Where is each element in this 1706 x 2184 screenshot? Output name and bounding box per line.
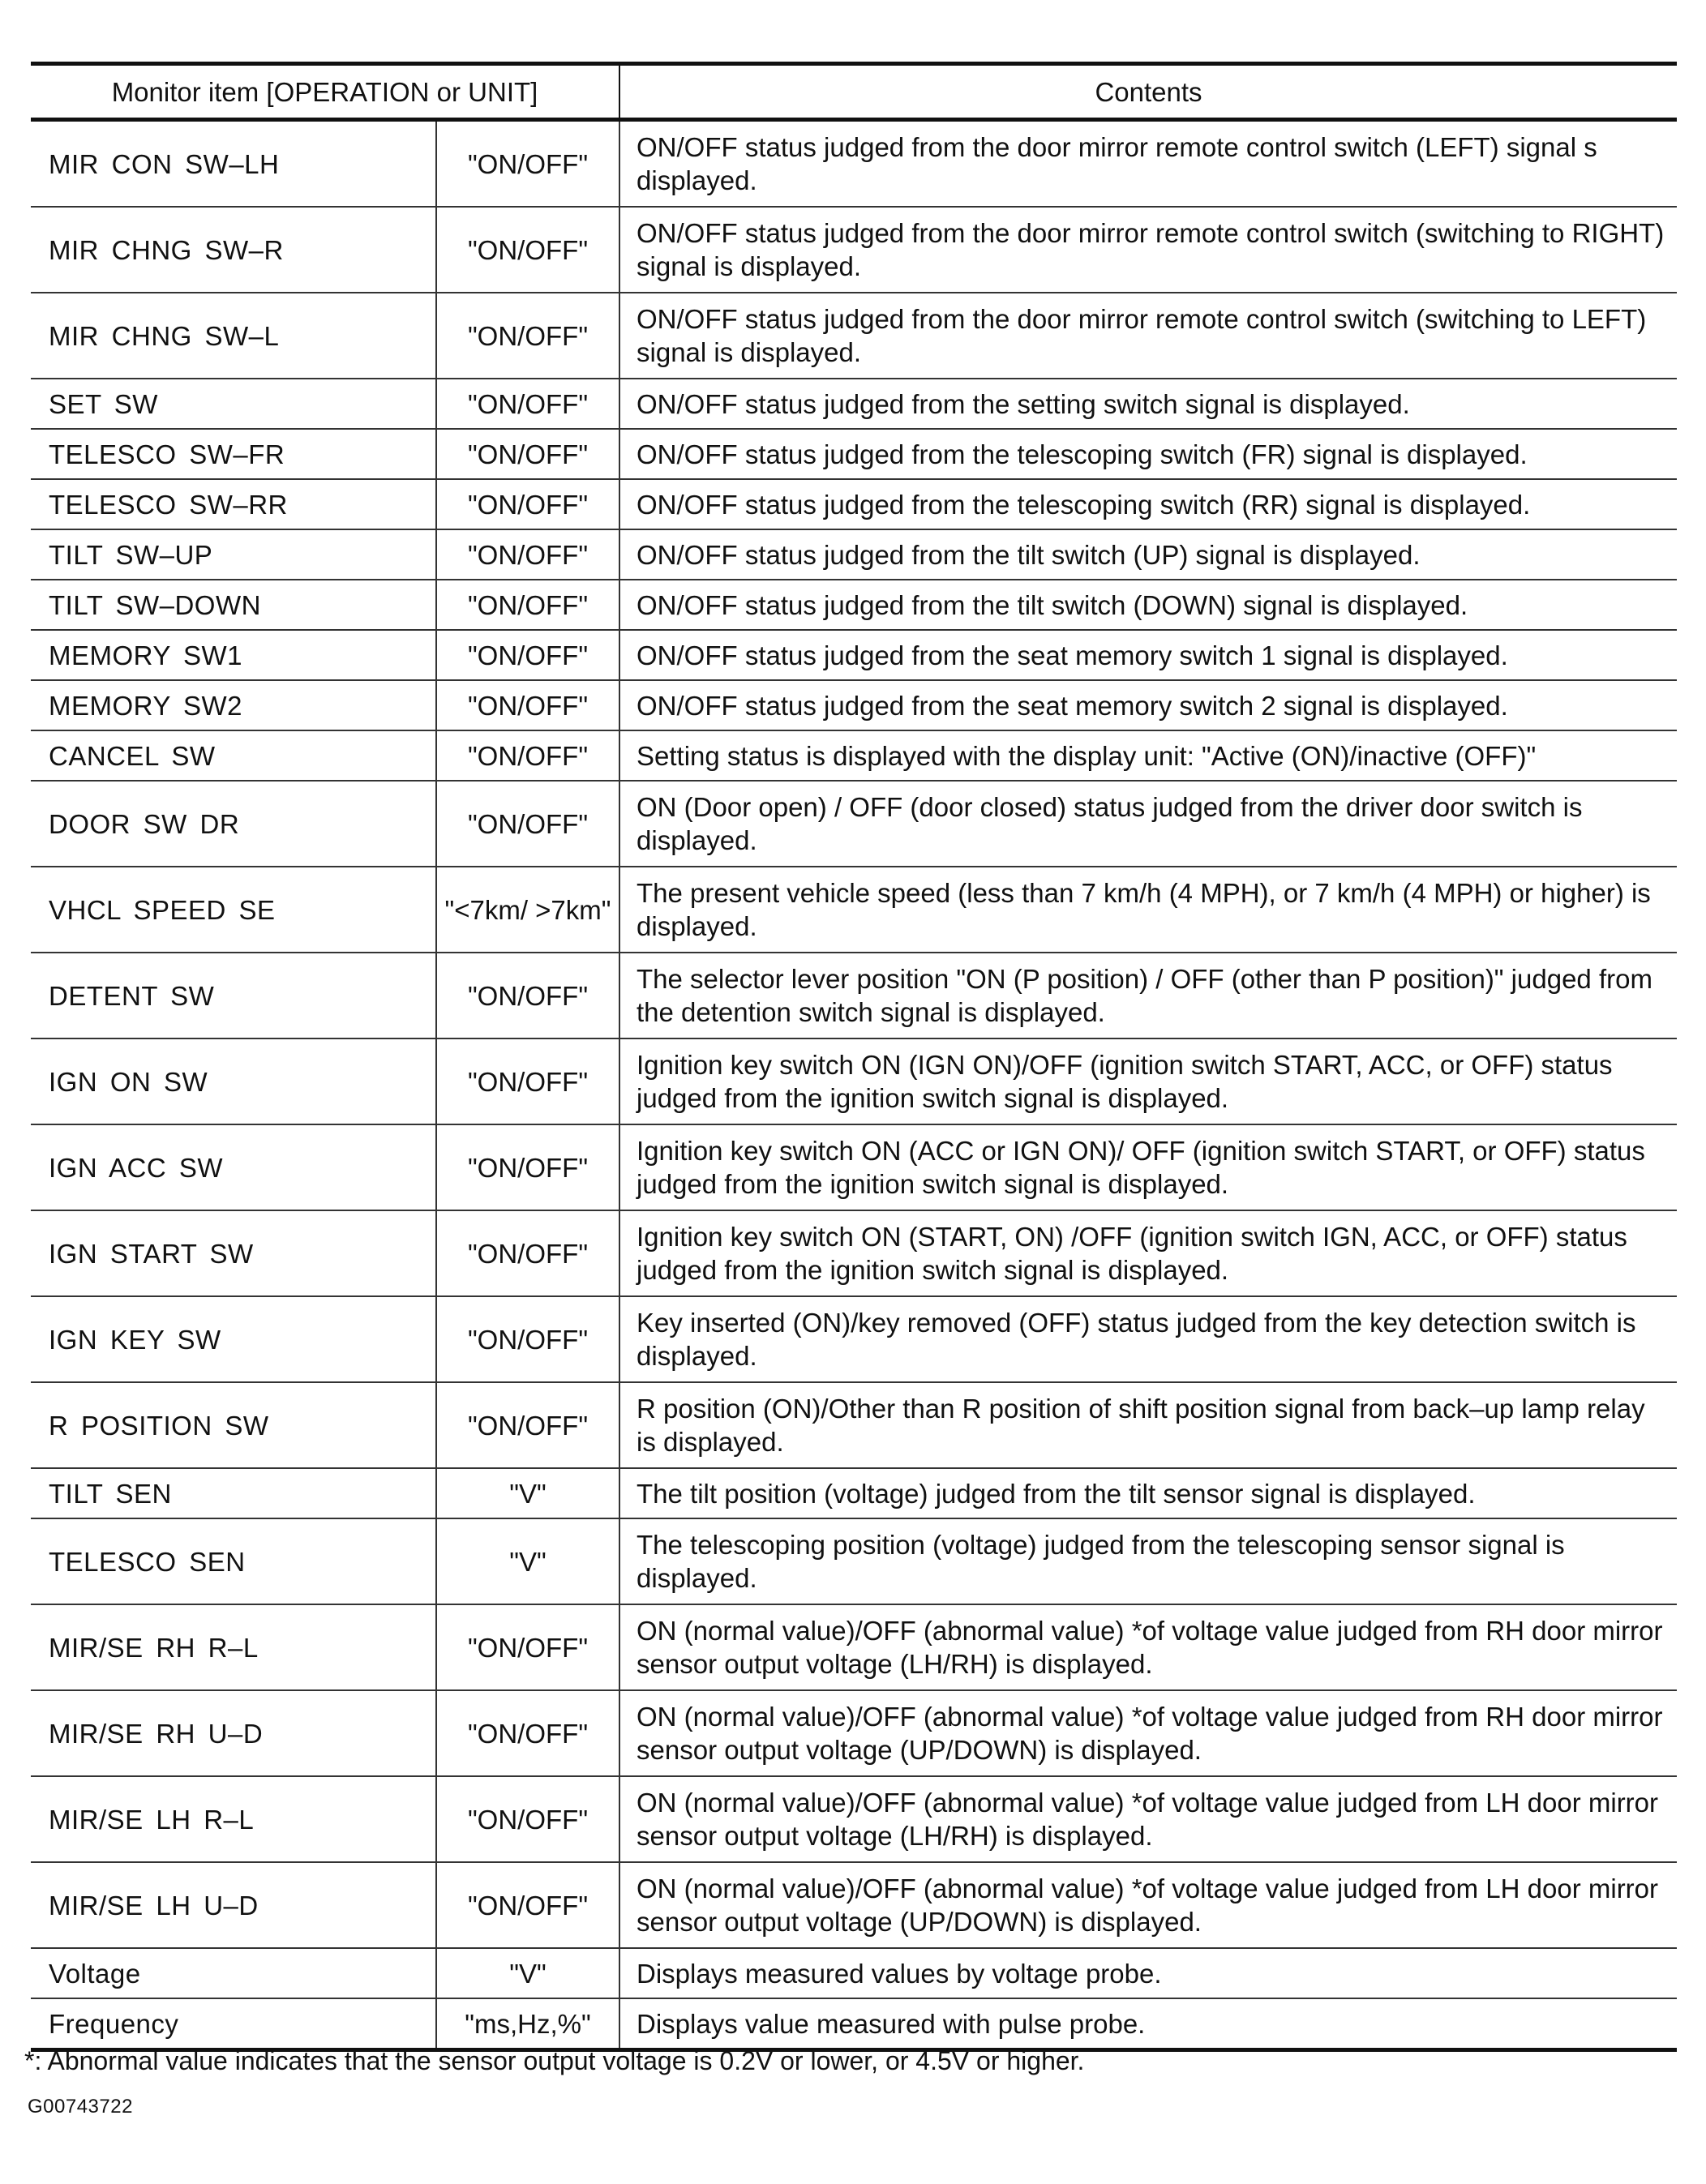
header-contents: Contents: [619, 64, 1677, 120]
monitor-item-unit: "ON/OFF": [436, 529, 619, 580]
monitor-item-name: TELESCO SEN: [31, 1518, 436, 1604]
monitor-item-contents: The selector lever position "ON (P position) / OFF (other than P position)" judged from the detention switch signal is displayed.: [619, 953, 1677, 1038]
table-row: [31, 479, 1677, 529]
table-row: [31, 1948, 1677, 1998]
monitor-item-contents: ON/OFF status judged from the tilt switch (UP) signal is displayed.: [619, 529, 1677, 580]
monitor-item-unit: "ON/OFF": [436, 1690, 619, 1776]
table-row: [31, 730, 1677, 781]
monitor-item-contents: Displays value measured with pulse probe.: [619, 1998, 1677, 2050]
monitor-item-unit: "ON/OFF": [436, 781, 619, 867]
table-row: [31, 630, 1677, 680]
monitor-item-contents: ON/OFF status judged from the seat memory switch 2 signal is displayed.: [619, 680, 1677, 730]
monitor-item-name: IGN ACC SW: [31, 1124, 436, 1210]
monitor-item-contents: Ignition key switch ON (ACC or IGN ON)/ OFF (ignition switch START, or OFF) status judged from the ignition switch signal is displayed.: [619, 1124, 1677, 1210]
monitor-item-unit: "ON/OFF": [436, 120, 619, 208]
monitor-item-name: TELESCO SW–FR: [31, 429, 436, 479]
table-row: [31, 293, 1677, 379]
table-row: [31, 207, 1677, 293]
monitor-item-name: DOOR SW DR: [31, 781, 436, 867]
monitor-item-name: MIR/SE RH U–D: [31, 1690, 436, 1776]
table-row: [31, 1038, 1677, 1124]
monitor-item-contents: ON/OFF status judged from the seat memory switch 1 signal is displayed.: [619, 630, 1677, 680]
monitor-item-name: MEMORY SW2: [31, 680, 436, 730]
monitor-item-contents: Ignition key switch ON (IGN ON)/OFF (ignition switch START, ACC, or OFF) status judged from the ignition switch signal is displayed.: [619, 1038, 1677, 1124]
monitor-item-contents: ON (normal value)/OFF (abnormal value) *of voltage value judged from LH door mirror sensor output voltage (UP/DOWN) is displayed.: [619, 1862, 1677, 1948]
table-row: [31, 867, 1677, 953]
monitor-item-contents: The tilt position (voltage) judged from the tilt sensor signal is displayed.: [619, 1468, 1677, 1518]
table-row: [31, 1468, 1677, 1518]
monitor-item-name: MIR CON SW–LH: [31, 120, 436, 208]
table-row: [31, 1862, 1677, 1948]
monitor-item-name: IGN KEY SW: [31, 1296, 436, 1382]
monitor-item-contents: ON/OFF status judged from the door mirror remote control switch (LEFT) signal s displayed.: [619, 120, 1677, 208]
monitor-item-name: MIR/SE RH R–L: [31, 1604, 436, 1690]
monitor-item-unit: "ON/OFF": [436, 207, 619, 293]
monitor-item-name: TILT SEN: [31, 1468, 436, 1518]
monitor-item-contents: R position (ON)/Other than R position of shift position signal from back–up lamp relay is displayed.: [619, 1382, 1677, 1468]
monitor-item-contents: Setting status is displayed with the display unit: "Active (ON)/inactive (OFF)": [619, 730, 1677, 781]
monitor-item-unit: "ON/OFF": [436, 1038, 619, 1124]
monitor-item-unit: "ON/OFF": [436, 580, 619, 630]
monitor-item-unit: "ON/OFF": [436, 680, 619, 730]
table-row: [31, 529, 1677, 580]
monitor-item-unit: "ON/OFF": [436, 1210, 619, 1296]
monitor-item-contents: ON (Door open) / OFF (door closed) status judged from the driver door switch is displayed.: [619, 781, 1677, 867]
table-row: [31, 680, 1677, 730]
table-row: [31, 1776, 1677, 1862]
monitor-item-name: IGN ON SW: [31, 1038, 436, 1124]
monitor-item-unit: "ON/OFF": [436, 479, 619, 529]
table-row: [31, 379, 1677, 429]
monitor-item-contents: ON/OFF status judged from the telescoping switch (FR) signal is displayed.: [619, 429, 1677, 479]
table-row: [31, 1210, 1677, 1296]
monitor-item-name: DETENT SW: [31, 953, 436, 1038]
monitor-item-unit: "V": [436, 1468, 619, 1518]
table-row: [31, 781, 1677, 867]
monitor-item-unit: "ON/OFF": [436, 1382, 619, 1468]
monitor-item-name: TELESCO SW–RR: [31, 479, 436, 529]
table-row: [31, 1690, 1677, 1776]
monitor-item-unit: "ON/OFF": [436, 630, 619, 680]
monitor-item-unit: "ON/OFF": [436, 1862, 619, 1948]
monitor-item-contents: ON/OFF status judged from the telescoping switch (RR) signal is displayed.: [619, 479, 1677, 529]
monitor-item-unit: "ON/OFF": [436, 1124, 619, 1210]
monitor-item-unit: "ON/OFF": [436, 429, 619, 479]
monitor-item-contents: ON (normal value)/OFF (abnormal value) *of voltage value judged from RH door mirror sensor output voltage (LH/RH) is displayed.: [619, 1604, 1677, 1690]
table-row: [31, 1296, 1677, 1382]
monitor-item-contents: The telescoping position (voltage) judged from the telescoping sensor signal is displayed.: [619, 1518, 1677, 1604]
monitor-item-name: MIR/SE LH R–L: [31, 1776, 436, 1862]
footnote: *: Abnormal value indicates that the sensor output voltage is 0.2V or lower, or 4.5V or higher.: [24, 2046, 1085, 2075]
monitor-item-unit: "ON/OFF": [436, 953, 619, 1038]
monitor-item-table: [31, 62, 1677, 2052]
monitor-item-unit: "ms,Hz,%": [436, 1998, 619, 2050]
monitor-item-contents: The present vehicle speed (less than 7 km/h (4 MPH), or 7 km/h (4 MPH) or higher) is displayed.: [619, 867, 1677, 953]
monitor-item-unit: "ON/OFF": [436, 730, 619, 781]
monitor-item-name: MIR CHNG SW–L: [31, 293, 436, 379]
monitor-item-unit: "ON/OFF": [436, 379, 619, 429]
table-row: [31, 1998, 1677, 2050]
monitor-table-sheet: [31, 62, 1677, 2052]
monitor-item-name: SET SW: [31, 379, 436, 429]
monitor-item-name: VHCL SPEED SE: [31, 867, 436, 953]
table-row: [31, 953, 1677, 1038]
monitor-item-contents: ON (normal value)/OFF (abnormal value) *of voltage value judged from LH door mirror sensor output voltage (LH/RH) is displayed.: [619, 1776, 1677, 1862]
table-row: [31, 429, 1677, 479]
monitor-item-unit: "V": [436, 1518, 619, 1604]
table-row: [31, 1124, 1677, 1210]
monitor-item-contents: ON/OFF status judged from the door mirror remote control switch (switching to LEFT) signal is displayed.: [619, 293, 1677, 379]
monitor-item-unit: "ON/OFF": [436, 1776, 619, 1862]
monitor-item-name: TILT SW–DOWN: [31, 580, 436, 630]
table-row: [31, 1382, 1677, 1468]
monitor-item-contents: Ignition key switch ON (START, ON) /OFF (ignition switch IGN, ACC, or OFF) status judged from the ignition switch signal is displayed.: [619, 1210, 1677, 1296]
monitor-item-contents: ON/OFF status judged from the door mirror remote control switch (switching to RIGHT) signal is displayed.: [619, 207, 1677, 293]
monitor-item-contents: ON/OFF status judged from the setting switch signal is displayed.: [619, 379, 1677, 429]
monitor-item-name: TILT SW–UP: [31, 529, 436, 580]
monitor-item-contents: Key inserted (ON)/key removed (OFF) status judged from the key detection switch is displayed.: [619, 1296, 1677, 1382]
monitor-item-name: MIR CHNG SW–R: [31, 207, 436, 293]
table-row: [31, 120, 1677, 208]
header-monitor-item: Monitor item [OPERATION or UNIT]: [31, 64, 619, 120]
monitor-item-unit: "ON/OFF": [436, 1296, 619, 1382]
monitor-item-unit: "ON/OFF": [436, 1604, 619, 1690]
monitor-item-contents: ON (normal value)/OFF (abnormal value) *of voltage value judged from RH door mirror sensor output voltage (UP/DOWN) is displayed.: [619, 1690, 1677, 1776]
table-row: [31, 580, 1677, 630]
monitor-item-unit: "V": [436, 1948, 619, 1998]
monitor-item-contents: Displays measured values by voltage probe.: [619, 1948, 1677, 1998]
table-row: [31, 1604, 1677, 1690]
monitor-item-unit: "<7km/ >7km": [436, 867, 619, 953]
monitor-item-name: Voltage: [31, 1948, 436, 1998]
monitor-item-name: MEMORY SW1: [31, 630, 436, 680]
monitor-item-name: CANCEL SW: [31, 730, 436, 781]
monitor-item-name: MIR/SE LH U–D: [31, 1862, 436, 1948]
figure-id: G00743722: [28, 2096, 133, 2118]
monitor-item-name: R POSITION SW: [31, 1382, 436, 1468]
monitor-item-contents: ON/OFF status judged from the tilt switch (DOWN) signal is displayed.: [619, 580, 1677, 630]
monitor-item-name: Frequency: [31, 1998, 436, 2050]
table-row: [31, 1518, 1677, 1604]
monitor-item-unit: "ON/OFF": [436, 293, 619, 379]
table-header-row: [31, 64, 1677, 120]
monitor-item-name: IGN START SW: [31, 1210, 436, 1296]
